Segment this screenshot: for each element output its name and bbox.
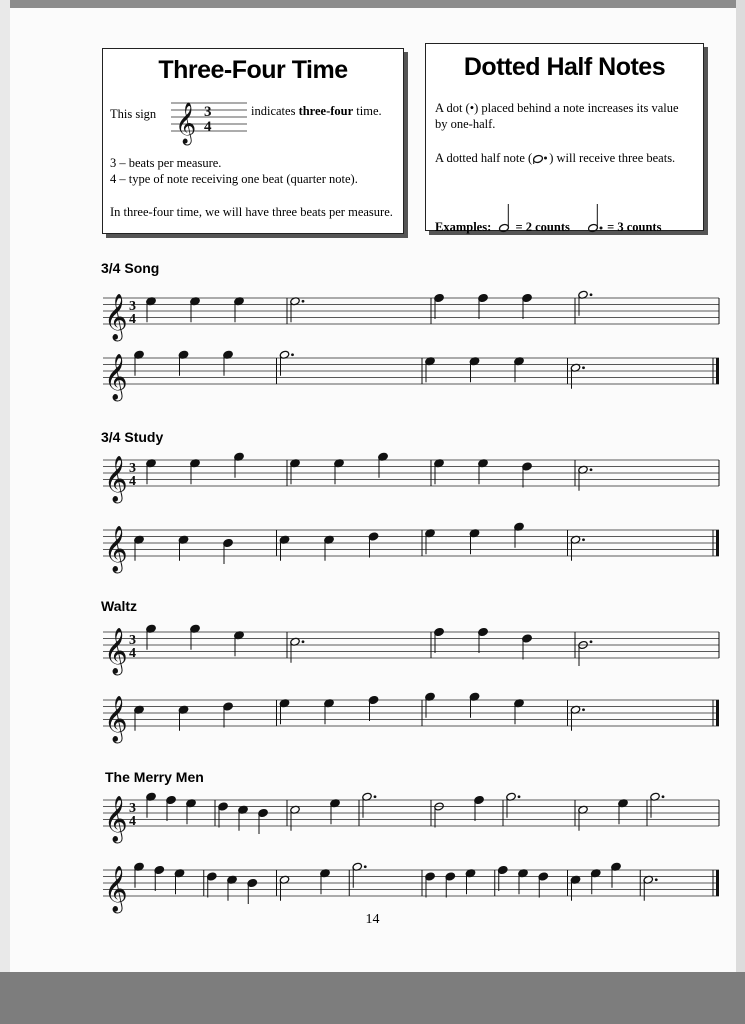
time-signature-bottom: 4 [129,646,136,661]
song-title-waltz: Waltz [101,598,138,614]
sign-prefix-text: This sign [110,107,157,121]
time-signature-top: 3 [129,299,136,314]
treble-clef-icon: 𝄞 [104,628,128,674]
augmentation-dot [374,795,377,798]
augmentation-dot [302,640,305,643]
treble-clef-icon: 𝄞 [104,696,128,742]
treble-clef-icon: 𝄞 [104,526,128,572]
dotted-half-rule-a: A dotted half note ( [435,151,533,165]
song-title-3-4-song: 3/4 Song [101,260,160,276]
three-four-time-title: Three-Four Time [158,56,348,84]
page-number: 14 [365,912,380,927]
treble-clef-icon: 𝄞 [104,866,128,912]
augmentation-dot [582,708,585,711]
augmentation-dot [582,366,585,369]
beats-per-measure-text: 3 – beats per measure. [110,156,222,170]
svg-text:𝄞: 𝄞 [175,103,197,144]
time-signature-top: 3 [129,633,136,648]
time-signature-bottom: 4 [129,814,136,829]
augmentation-dot [518,795,521,798]
final-bar-line [716,700,719,726]
song-title-3-4-study: 3/4 Study [101,429,164,445]
augmentation-dot [590,640,593,643]
song-title-merry-men: The Merry Men [105,769,204,785]
augmentation-dot [590,293,593,296]
final-bar-line [716,870,719,896]
sign-suffix-2: time. [353,104,382,118]
three-beats-text: In three-four time, we will have three beats per measure. [110,205,393,219]
final-bar-line [716,530,719,556]
time-signature-bottom: 4 [129,474,136,489]
examples-label: Examples: [435,220,492,234]
dot-rule-line-1: A dot (•) placed behind a note increases its value [435,101,679,115]
note-type-text: 4 – type of note receiving one beat (quarter note). [110,172,358,186]
sign-bottom-digit: 4 [204,119,212,135]
time-signature-top: 3 [129,461,136,476]
treble-clef-icon: 𝄞 [104,456,128,502]
treble-clef-icon: 𝄞 [104,294,128,340]
dot-rule-line-2: by one-half. [435,117,496,131]
sign-suffix-bold: three-four [298,104,354,118]
augmentation-dot [655,878,658,881]
time-signature-top: 3 [129,801,136,816]
augmentation-dot [662,795,665,798]
example-2-text: = 3 counts [607,220,662,234]
sign-suffix-1: indicates [251,104,299,118]
augmentation-dot [582,538,585,541]
time-signature-bottom: 4 [129,312,136,327]
sign-top-digit: 3 [204,104,212,120]
augmentation-dot [364,865,367,868]
augmentation-dot [590,468,593,471]
treble-clef-icon: 𝄞 [104,796,128,842]
dotted-half-notes-title: Dotted Half Notes [463,53,666,81]
dotted-half-rule-b: ) will receive three beats. [549,151,676,165]
example-1-text: = 2 counts [515,220,570,234]
augmentation-dot [302,300,305,303]
final-bar-line [716,358,719,384]
augmentation-dot [291,353,294,356]
treble-clef-icon: 𝄞 [104,354,128,400]
